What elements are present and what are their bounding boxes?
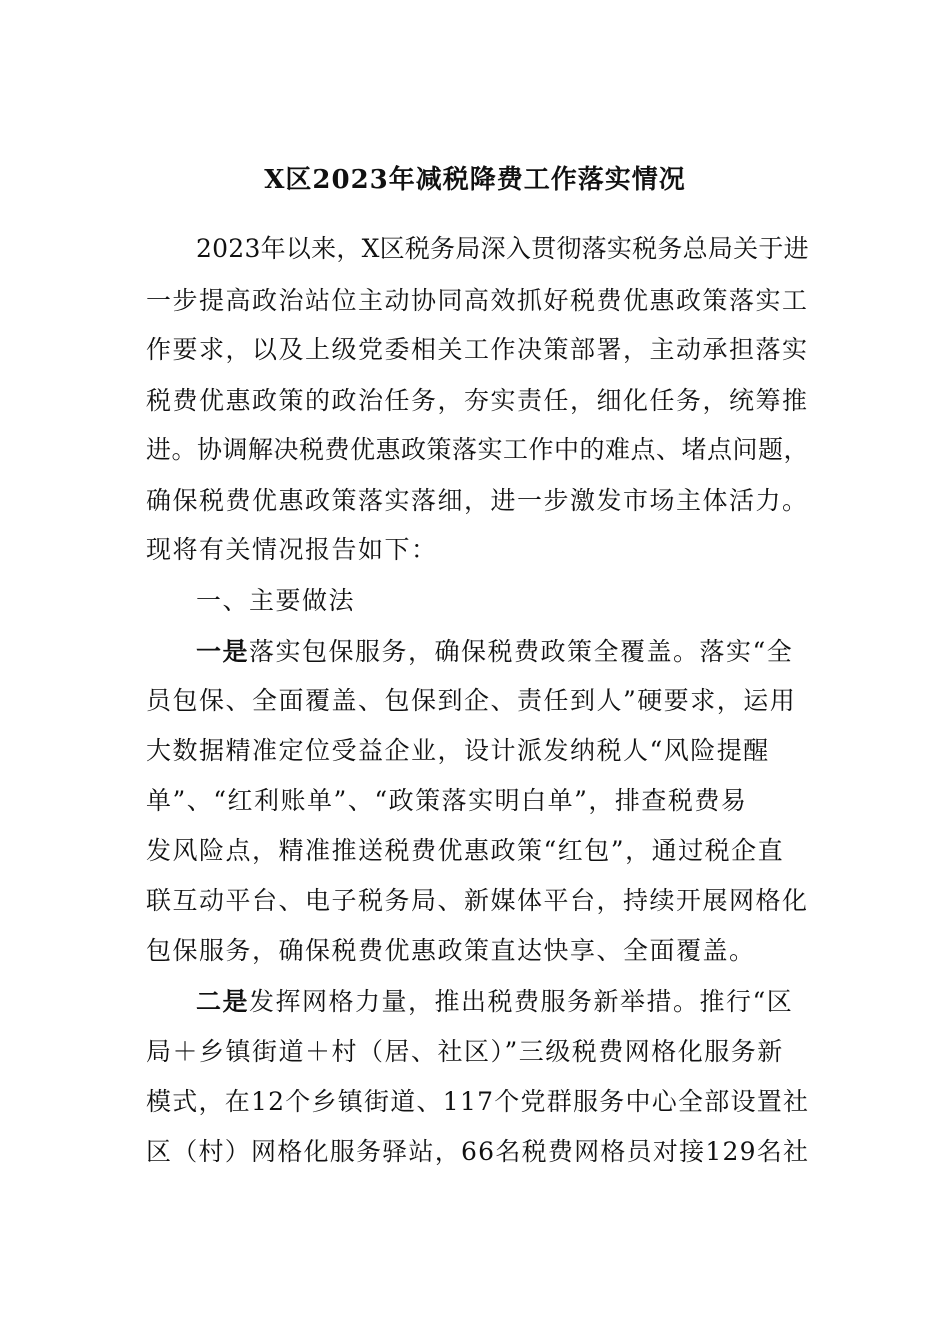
item1-line-2: 员包保、全面覆盖、包保到企、责任到人”硬要求，运用 <box>146 686 797 715</box>
document-title: X区2023年减税降费工作落实情况 <box>264 165 686 195</box>
item1-first-line <box>196 632 793 672</box>
intro-line-6: 确保税费优惠政策落实落细，进一步激发市场主体活力。 <box>146 486 809 515</box>
item1-lead: 一是 <box>196 637 250 666</box>
item2-line-3: 模式，在12个乡镇街道、117个党群服务中心全部设置社 <box>146 1087 810 1116</box>
item2-line-2: 局＋乡镇街道＋村（居、社区）”三级税费网格化服务新 <box>146 1037 784 1066</box>
intro-line-1: 2023年以来，X区税务局深入贯彻落实税务总局关于进 <box>196 234 809 263</box>
item2-lead: 二是 <box>196 987 250 1016</box>
section-heading: 一、主要做法 <box>196 586 356 615</box>
item1-first-rest: 落实包保服务，确保税费政策全覆盖。落实“全 <box>249 637 794 666</box>
item1-line-6: 联互动平台、电子税务局、新媒体平台，持续开展网格化 <box>146 886 809 915</box>
item2-first-line <box>196 982 793 1022</box>
intro-line-2: 一步提高政治站位主动协同高效抓好税费优惠政策落实工 <box>146 286 809 315</box>
item2-first-rest: 发挥网格力量，推出税费服务新举措。推行“区 <box>249 987 794 1016</box>
item2-line-4: 区（村）网格化服务驿站，66名税费网格员对接129名社 <box>146 1137 810 1166</box>
item1-line-3: 大数据精准定位受益企业，设计派发纳税人“风险提醒 <box>146 736 770 765</box>
intro-line-4: 税费优惠政策的政治任务，夯实责任，细化任务，统筹推 <box>146 386 809 415</box>
item1-line-5: 发风险点，精准推送税费优惠政策“红包”，通过税企直 <box>146 836 785 865</box>
intro-line-5: 进。协调解决税费优惠政策落实工作中的难点、堵点问题， <box>146 435 810 464</box>
intro-line-3: 作要求，以及上级党委相关工作决策部署，主动承担落实 <box>146 335 809 364</box>
item1-line-7: 包保服务，确保税费优惠政策直达快享、全面覆盖。 <box>146 936 756 965</box>
item1-line-4: 单”、“红利账单”、“政策落实明白单”，排查税费易 <box>146 786 748 815</box>
intro-line-7: 现将有关情况报告如下： <box>146 535 438 564</box>
